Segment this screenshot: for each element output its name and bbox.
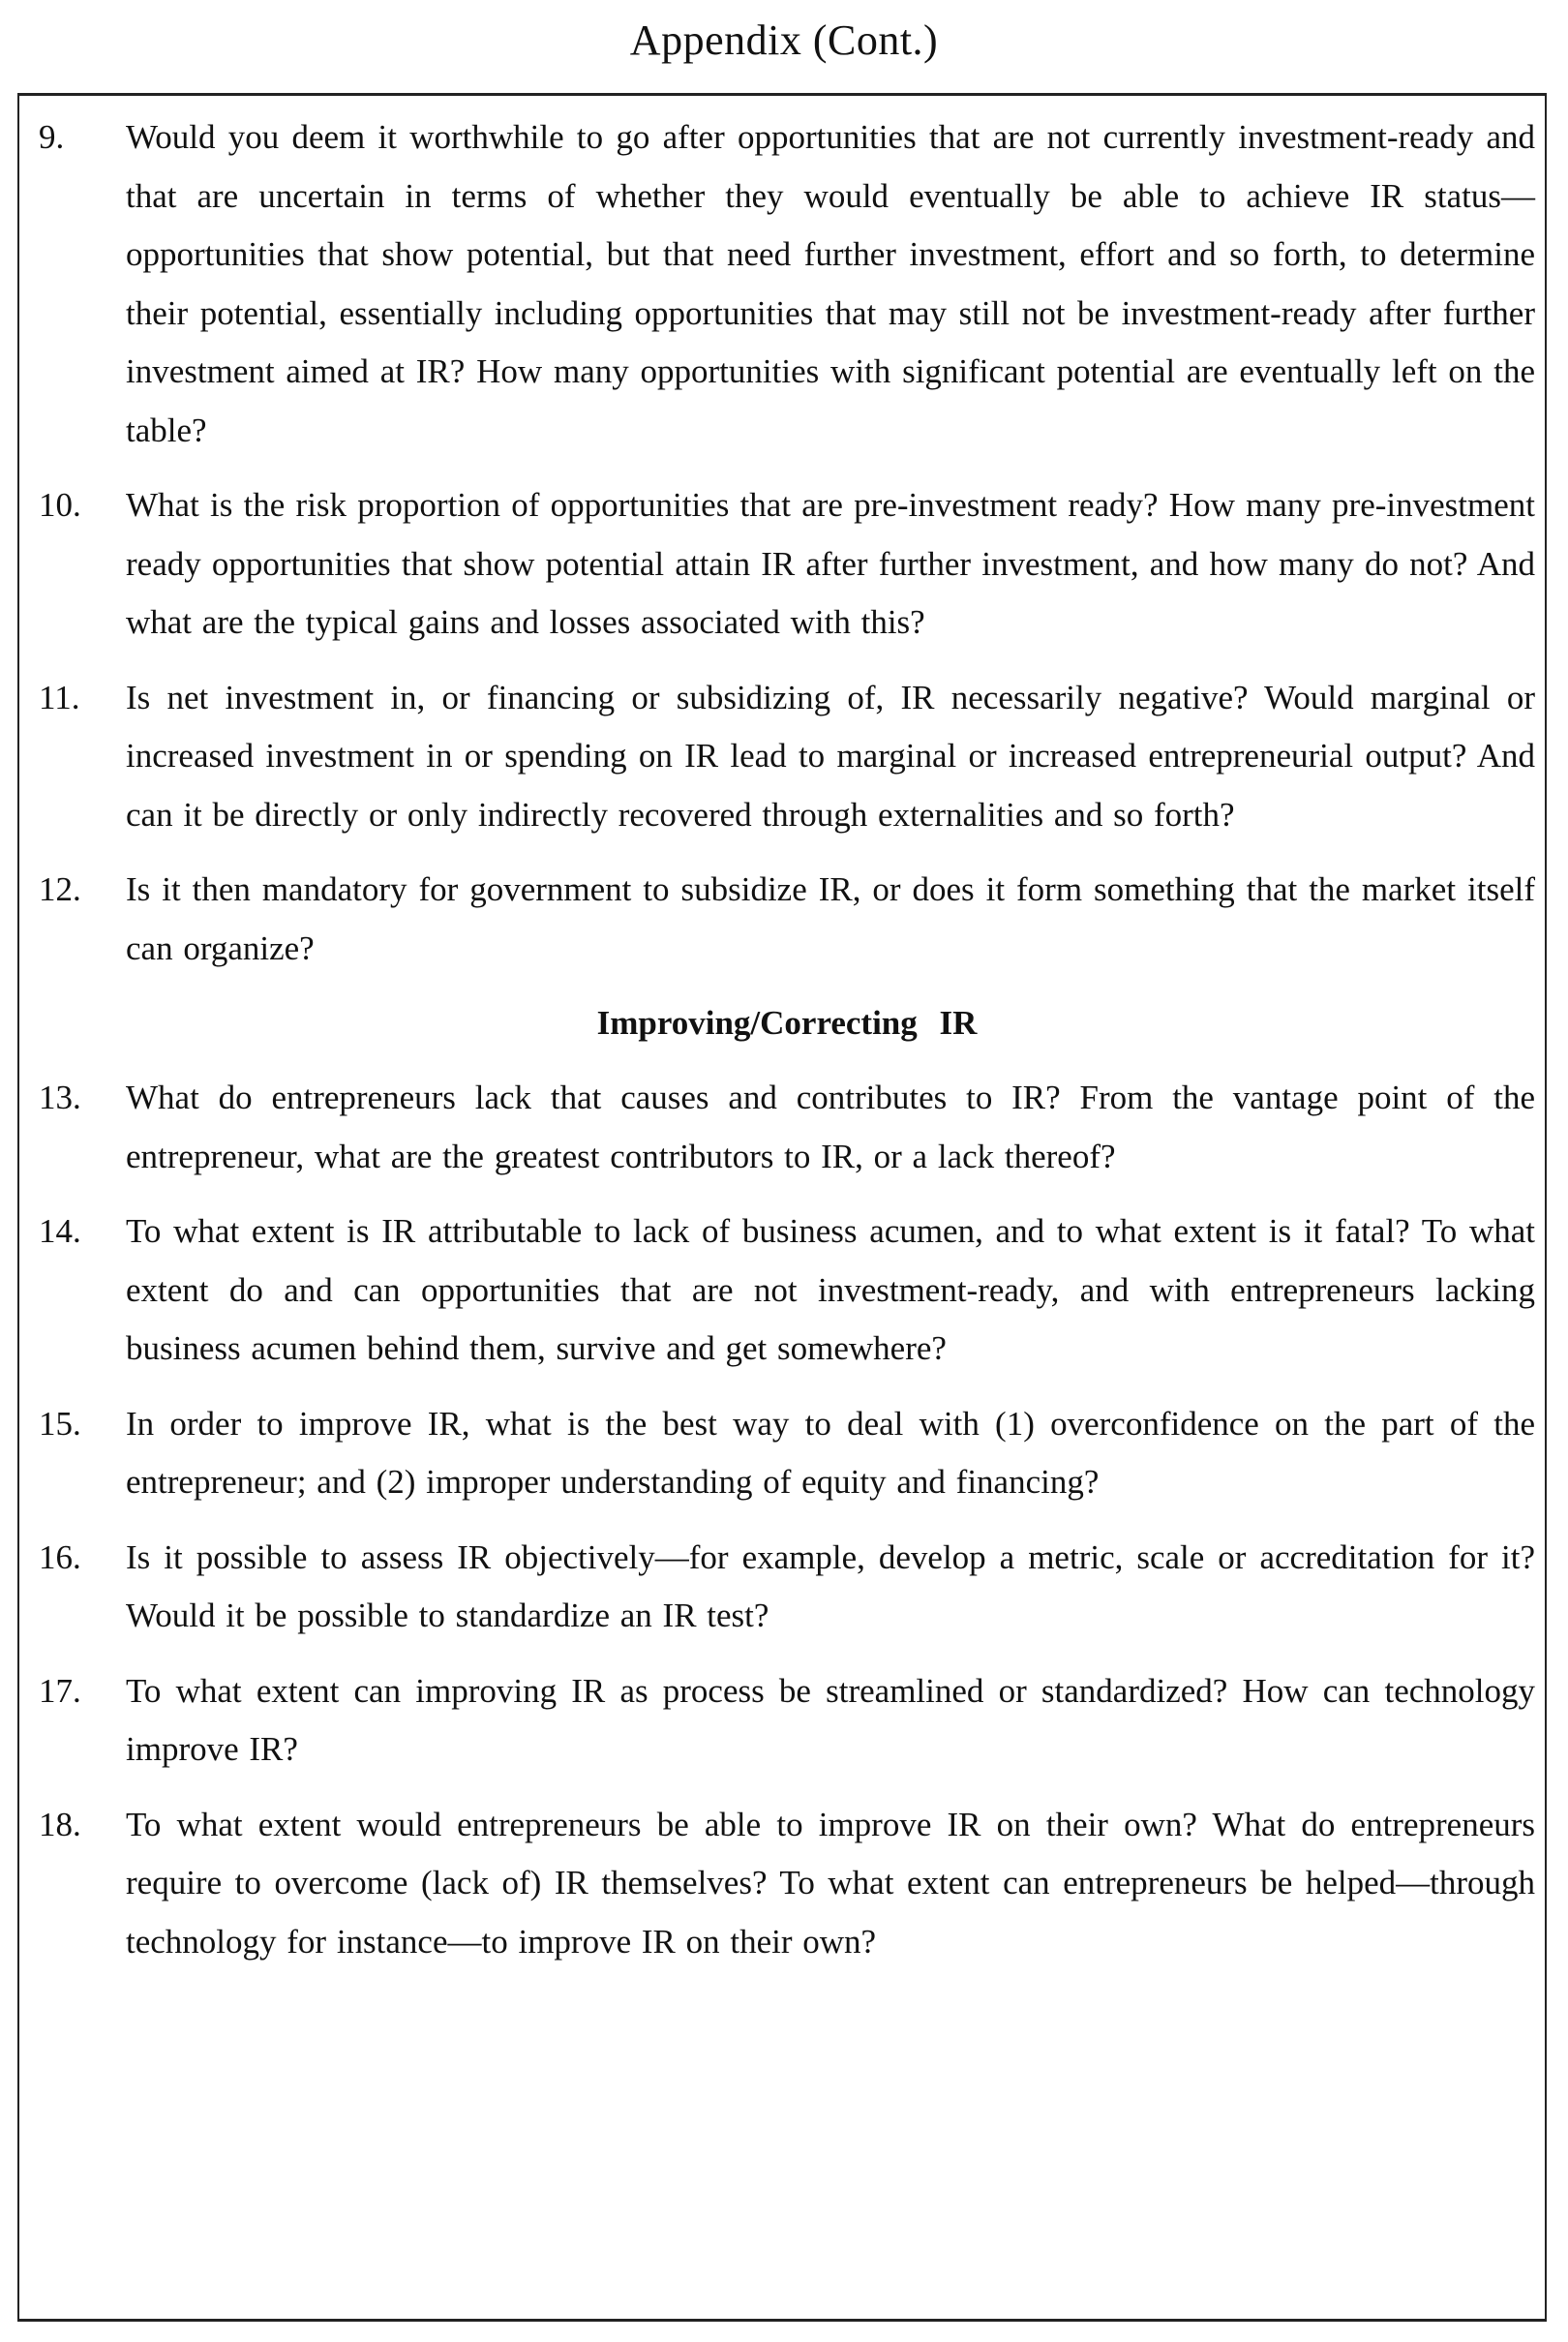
question-text: What is the risk proportion of opportunities that are pre-investment ready? How many pre-investment ready opportunities that show potential attain IR after further investment, and how many do not? And what are the typical gains and losses associated with this? — [126, 486, 1535, 641]
question-item-18 — [39, 1796, 1535, 1972]
question-item-14 — [39, 1202, 1535, 1379]
question-text: What do entrepreneurs lack that causes and contributes to IR? From the vantage point of the entrepreneur, what are the greatest contributors to IR, or a lack thereof? — [126, 1079, 1535, 1175]
question-item-15 — [39, 1395, 1535, 1512]
question-number: 9. — [39, 118, 65, 156]
question-text: To what extent is IR attributable to lack of business acumen, and to what extent is it fatal? To what extent do and can opportunities that are not investment-ready, and with entrepreneurs lacking business acumen behind them, survive and get somewhere? — [126, 1212, 1535, 1367]
question-number: 15. — [39, 1404, 81, 1443]
question-list — [39, 108, 1535, 1988]
question-item-17 — [39, 1662, 1535, 1779]
question-item-13 — [39, 1069, 1535, 1186]
question-number: 14. — [39, 1212, 81, 1250]
page-title: Appendix (Cont.) — [629, 16, 939, 64]
question-number: 10. — [39, 486, 81, 524]
question-number: 12. — [39, 870, 81, 908]
question-text: Would you deem it worthwhile to go after opportunities that are not currently investment-ready and that are uncertain in terms of whether they would eventually be able to achieve IR status—opportunities that show potential, but that need further investment, effort and so forth, to determine their potential, essentially including opportunities that may still not be investment-ready after further investment aimed at IR? How many opportunities with significant potential are eventually left on the table? — [126, 118, 1535, 449]
question-text: In order to improve IR, what is the best way to deal with (1) overconfidence on the part of the entrepreneur; and (2) improper understanding of equity and financing? — [126, 1404, 1535, 1501]
question-text: Is it possible to assess IR objectively—for example, develop a metric, scale or accreditation for it? Would it be possible to standardize an IR test? — [126, 1537, 1535, 1634]
question-item-16 — [39, 1529, 1535, 1646]
question-item-12 — [39, 861, 1535, 978]
question-text: Is net investment in, or financing or subsidizing of, IR necessarily negative? Would marginal or increased investment in or spending on IR lead to marginal or increased entrepreneurial output? And can it be directly or only indirectly recovered through externalities and so forth? — [126, 678, 1535, 834]
question-item-10 — [39, 476, 1535, 653]
question-text: Is it then mandatory for government to subsidize IR, or does it form something that the market itself can organize? — [126, 870, 1535, 967]
question-item-11 — [39, 669, 1535, 845]
question-number: 16. — [39, 1537, 81, 1576]
section-heading: Improving/Correcting IR — [596, 1004, 978, 1042]
question-number: 18. — [39, 1805, 81, 1843]
question-item-9 — [39, 108, 1535, 460]
question-number: 13. — [39, 1079, 81, 1116]
question-number: 11. — [39, 678, 80, 716]
question-number: 17. — [39, 1671, 81, 1710]
question-text: To what extent would entrepreneurs be able to improve IR on their own? What do entrepreneurs require to overcome (lack of) IR themselves? To what extent can entrepreneurs be helped—through technology for instance—to improve IR on their own? — [126, 1805, 1535, 1961]
question-text: To what extent can improving IR as process be streamlined or standardized? How can technology improve IR? — [126, 1671, 1535, 1768]
